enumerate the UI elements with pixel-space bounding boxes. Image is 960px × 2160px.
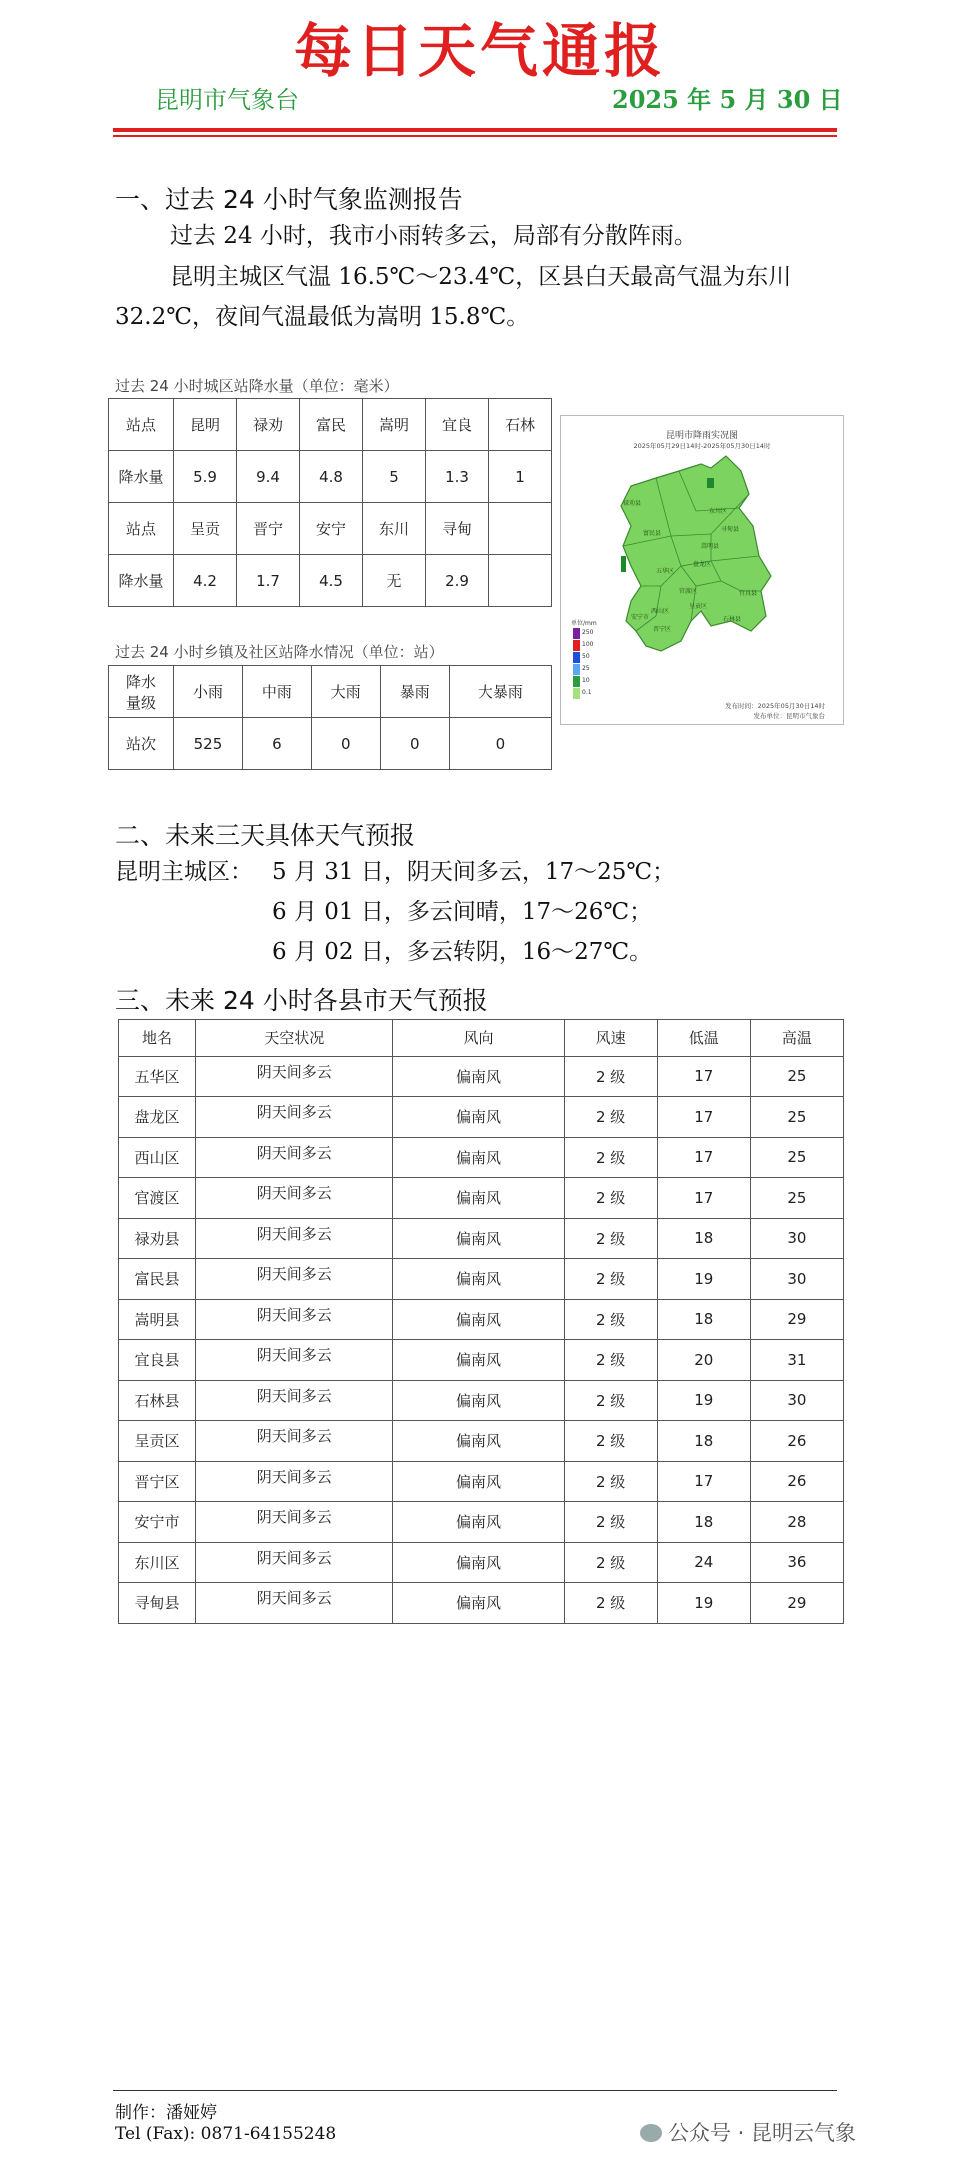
- county-forecast-table: [118, 1019, 844, 1624]
- table-cell: 2 级: [564, 1340, 657, 1381]
- place-name-cell: 东川区: [119, 1542, 196, 1583]
- table-cell: [489, 503, 552, 555]
- table-cell: 525: [174, 718, 243, 770]
- table-cell: 5: [363, 451, 426, 503]
- table-cell: 17: [657, 1178, 750, 1219]
- map-issue-time: 发布时间：2025年05月30日14时: [725, 702, 825, 710]
- table-cell: 东川: [363, 503, 426, 555]
- table-cell: 25: [750, 1137, 843, 1178]
- section1-line1: 过去 24 小时，我市小雨转多云，局部有分散阵雨。: [170, 223, 697, 249]
- legend-label: 100: [582, 641, 594, 648]
- report-title: 每日天气通报: [293, 17, 666, 85]
- legend-label: 250: [582, 629, 594, 636]
- table-cell: 阴天间多云: [196, 1461, 393, 1502]
- kunming-region-shape: [621, 456, 771, 651]
- table-cell: 36: [750, 1542, 843, 1583]
- table-cell: 偏南风: [393, 1461, 564, 1502]
- table-cell: 富民: [300, 399, 363, 451]
- table-cell: [489, 555, 552, 607]
- table-cell: 4.5: [300, 555, 363, 607]
- header-rule-thick: [113, 128, 837, 132]
- legend-label: 50: [582, 653, 590, 660]
- place-name-cell: 呈贡区: [119, 1421, 196, 1462]
- map-title: 昆明市降雨实况图: [665, 431, 738, 441]
- issuing-organization: 昆明市气象台: [155, 86, 299, 114]
- rain-levels-caption: 过去 24 小时乡镇及社区站降水情况（单位：站）: [115, 643, 444, 661]
- place-name-cell: 五华区: [119, 1056, 196, 1097]
- table-cell: 阴天间多云: [196, 1583, 393, 1624]
- map-heavy-rain-patch: [621, 556, 626, 572]
- section1-heading: 一、过去 24 小时气象监测报告: [115, 185, 463, 214]
- table-cell: 2 级: [564, 1542, 657, 1583]
- forecast-day3: 6 月 02 日，多云转阴，16～27℃。: [272, 939, 653, 965]
- table-cell: 2 级: [564, 1097, 657, 1138]
- map-district-label: 安宁市: [631, 614, 650, 621]
- table-cell: 偏南风: [393, 1542, 564, 1583]
- place-name-cell: 嵩明县: [119, 1299, 196, 1340]
- header-rule-thin: [113, 135, 837, 137]
- table-cell: 19: [657, 1380, 750, 1421]
- table-cell: 18: [657, 1218, 750, 1259]
- column-header: 地名: [119, 1020, 196, 1057]
- table-cell: 1: [489, 451, 552, 503]
- footer-rule: [113, 2090, 837, 2091]
- map-subtitle: 2025年05月29日14时-2025年05月30日14时: [633, 442, 771, 450]
- section3-heading: 三、未来 24 小时各县市天气预报: [115, 986, 488, 1015]
- table-cell: 30: [750, 1218, 843, 1259]
- table-cell: 2 级: [564, 1137, 657, 1178]
- station-rainfall-table: [108, 398, 552, 607]
- place-name-cell: 宜良县: [119, 1340, 196, 1381]
- table-cell: 宜良: [426, 399, 489, 451]
- legend-swatch: [573, 640, 580, 651]
- table-row: [119, 1299, 844, 1340]
- table-cell: 17: [657, 1056, 750, 1097]
- legend-label: 10: [582, 677, 590, 684]
- table-cell: 18: [657, 1502, 750, 1543]
- place-name-cell: 石林县: [119, 1380, 196, 1421]
- map-district-label: 五华区: [656, 568, 675, 575]
- place-name-cell: 安宁市: [119, 1502, 196, 1543]
- legend-swatch: [573, 628, 580, 639]
- table-cell: 偏南风: [393, 1340, 564, 1381]
- place-name-cell: 官渡区: [119, 1178, 196, 1219]
- table-cell: 18: [657, 1299, 750, 1340]
- table-cell: 无: [363, 555, 426, 607]
- table-row: [119, 1137, 844, 1178]
- place-name-cell: 盘龙区: [119, 1097, 196, 1138]
- place-name-cell: 寻甸县: [119, 1583, 196, 1624]
- table-cell: 2 级: [564, 1218, 657, 1259]
- legend-label: 25: [582, 665, 590, 672]
- map-district-label: 富民县: [643, 530, 662, 537]
- forecast-day2: 6 月 01 日，多云间晴，17～26℃；: [272, 899, 653, 925]
- table-cell: 31: [750, 1340, 843, 1381]
- table-cell: 偏南风: [393, 1380, 564, 1421]
- table-cell: 0: [311, 718, 380, 770]
- table-cell: 0: [449, 718, 551, 770]
- column-header: 低温: [657, 1020, 750, 1057]
- rain-levels-table: [108, 665, 552, 770]
- table-cell: 2 级: [564, 1299, 657, 1340]
- table-cell: 阴天间多云: [196, 1299, 393, 1340]
- table-cell: 阴天间多云: [196, 1056, 393, 1097]
- map-district-label: 晋宁区: [653, 626, 672, 633]
- place-name-cell: 晋宁区: [119, 1461, 196, 1502]
- table-row: [109, 555, 552, 607]
- table-cell: 6: [242, 718, 311, 770]
- row-label-cell: 站点: [109, 399, 174, 451]
- table-cell: 阴天间多云: [196, 1502, 393, 1543]
- table-row: [119, 1178, 844, 1219]
- table-row: [119, 1461, 844, 1502]
- table-cell: 24: [657, 1542, 750, 1583]
- table-cell: 0: [380, 718, 449, 770]
- section2-heading: 二、未来三天具体天气预报: [115, 821, 416, 850]
- table-cell: 偏南风: [393, 1056, 564, 1097]
- table-cell: 18: [657, 1421, 750, 1462]
- table-cell: 偏南风: [393, 1097, 564, 1138]
- table-row: [109, 399, 552, 451]
- table-cell: 5.9: [174, 451, 237, 503]
- row-label-cell: 降水量: [109, 451, 174, 503]
- table-cell: 19: [657, 1583, 750, 1624]
- map-district-label: 宜良县: [739, 590, 758, 597]
- column-header: 大雨: [311, 666, 380, 718]
- table-cell: 2 级: [564, 1421, 657, 1462]
- map-legend-title: 单位/mm: [571, 620, 597, 627]
- legend-swatch: [573, 676, 580, 687]
- map-district-label: 东川区: [709, 508, 728, 515]
- table-cell: 偏南风: [393, 1502, 564, 1543]
- rainfall-map: [560, 415, 844, 725]
- column-header: 风向: [393, 1020, 564, 1057]
- table-cell: 呈贡: [174, 503, 237, 555]
- legend-swatch: [573, 664, 580, 675]
- table-cell: 阴天间多云: [196, 1542, 393, 1583]
- table-cell: 石林: [489, 399, 552, 451]
- table-cell: 嵩明: [363, 399, 426, 451]
- table-cell: 4.8: [300, 451, 363, 503]
- table-cell: 昆明: [174, 399, 237, 451]
- table-cell: 阴天间多云: [196, 1421, 393, 1462]
- table-cell: 阴天间多云: [196, 1137, 393, 1178]
- table-cell: 26: [750, 1421, 843, 1462]
- map-district-label: 禄劝县: [623, 500, 642, 507]
- section1-line2a: 昆明主城区气温 16.5℃～23.4℃，区县白天最高气温为东川: [170, 264, 792, 290]
- forecast-day1: 5 月 31 日，阴天间多云，17～25℃；: [272, 859, 676, 885]
- table-cell: 30: [750, 1259, 843, 1300]
- table-cell: 2 级: [564, 1056, 657, 1097]
- map-issuer: 发布单位：昆明市气象台: [753, 712, 825, 720]
- column-header: 大暴雨: [449, 666, 551, 718]
- table-row: [119, 1421, 844, 1462]
- table-cell: 17: [657, 1097, 750, 1138]
- wechat-account: [640, 2117, 856, 2147]
- table-cell: 1.7: [237, 555, 300, 607]
- table-cell: 20: [657, 1340, 750, 1381]
- table-cell: 禄劝: [237, 399, 300, 451]
- table-cell: 2 级: [564, 1502, 657, 1543]
- table-cell: 29: [750, 1583, 843, 1624]
- table-cell: 偏南风: [393, 1178, 564, 1219]
- table-cell: 安宁: [300, 503, 363, 555]
- table-cell: 28: [750, 1502, 843, 1543]
- table-cell: 2.9: [426, 555, 489, 607]
- place-name-cell: 富民县: [119, 1259, 196, 1300]
- map-district-label: 盘龙区: [693, 561, 712, 568]
- table-row: [109, 666, 552, 718]
- footer-tel: Tel (Fax): 0871-64155248: [115, 2124, 337, 2144]
- table-cell: 阴天间多云: [196, 1259, 393, 1300]
- map-district-label: 官渡区: [679, 588, 698, 595]
- table-row: [109, 718, 552, 770]
- table-cell: 阴天间多云: [196, 1178, 393, 1219]
- place-name-cell: 禄劝县: [119, 1218, 196, 1259]
- table-cell: 25: [750, 1178, 843, 1219]
- table-cell: 25: [750, 1056, 843, 1097]
- report-date: 2025 年 5 月 30 日: [612, 85, 843, 114]
- footer-maker: 制作：潘娅婷: [115, 2103, 217, 2123]
- table-cell: 2 级: [564, 1583, 657, 1624]
- table-cell: 站次: [109, 718, 174, 770]
- column-header: 小雨: [174, 666, 243, 718]
- table-row: [119, 1583, 844, 1624]
- map-district-label: 嵩明县: [701, 543, 720, 550]
- table-cell: 偏南风: [393, 1259, 564, 1300]
- wechat-icon: [640, 2124, 662, 2142]
- column-header: 风速: [564, 1020, 657, 1057]
- place-name-cell: 西山区: [119, 1137, 196, 1178]
- map-district-label: 石林县: [723, 616, 742, 623]
- column-header: 暴雨: [380, 666, 449, 718]
- legend-swatch: [573, 652, 580, 663]
- map-district-label: 呈贡区: [689, 603, 708, 610]
- column-header: 高温: [750, 1020, 843, 1057]
- map-district-label: 寻甸县: [721, 526, 740, 533]
- column-header: 中雨: [242, 666, 311, 718]
- table-row: [119, 1056, 844, 1097]
- table-cell: 阴天间多云: [196, 1097, 393, 1138]
- table-cell: 阴天间多云: [196, 1340, 393, 1381]
- table-cell: 29: [750, 1299, 843, 1340]
- table-row: [119, 1380, 844, 1421]
- table-cell: 17: [657, 1137, 750, 1178]
- table-cell: 2 级: [564, 1178, 657, 1219]
- table-row: [119, 1259, 844, 1300]
- table-row: [119, 1502, 844, 1543]
- table-cell: 阴天间多云: [196, 1218, 393, 1259]
- table-cell: 30: [750, 1380, 843, 1421]
- table-cell: 偏南风: [393, 1299, 564, 1340]
- table-cell: 晋宁: [237, 503, 300, 555]
- rain-table-caption: 过去 24 小时城区站降水量（单位：毫米）: [115, 377, 399, 395]
- column-header: 天空状况: [196, 1020, 393, 1057]
- table-cell: 偏南风: [393, 1583, 564, 1624]
- table-row: [109, 451, 552, 503]
- table-cell: 25: [750, 1097, 843, 1138]
- map-heavy-rain-patch: [707, 478, 714, 488]
- forecast-prefix: 昆明主城区：: [115, 859, 253, 885]
- table-cell: 偏南风: [393, 1137, 564, 1178]
- table-cell: 9.4: [237, 451, 300, 503]
- table-cell: 17: [657, 1461, 750, 1502]
- legend-label: 0.1: [582, 689, 592, 696]
- table-row: [119, 1340, 844, 1381]
- table-cell: 19: [657, 1259, 750, 1300]
- row-label-cell: 降水量: [109, 555, 174, 607]
- column-header: 降水 量级: [109, 666, 174, 718]
- table-cell: 阴天间多云: [196, 1380, 393, 1421]
- table-row: [119, 1542, 844, 1583]
- table-cell: 1.3: [426, 451, 489, 503]
- table-cell: 2 级: [564, 1259, 657, 1300]
- table-row: [109, 503, 552, 555]
- table-cell: 寻甸: [426, 503, 489, 555]
- table-row: [119, 1218, 844, 1259]
- table-cell: 4.2: [174, 555, 237, 607]
- row-label-cell: 站点: [109, 503, 174, 555]
- legend-swatch: [573, 688, 580, 699]
- map-district-label: 西山区: [651, 608, 670, 615]
- table-row: [119, 1097, 844, 1138]
- table-cell: 26: [750, 1461, 843, 1502]
- table-cell: 2 级: [564, 1461, 657, 1502]
- table-cell: 偏南风: [393, 1421, 564, 1462]
- wechat-account-label: 公众号 · 昆明云气象: [668, 2121, 857, 2145]
- map-shape: [561, 416, 843, 724]
- table-cell: 2 级: [564, 1380, 657, 1421]
- section1-line2b: 32.2℃，夜间气温最低为嵩明 15.8℃。: [115, 304, 530, 330]
- table-cell: 偏南风: [393, 1218, 564, 1259]
